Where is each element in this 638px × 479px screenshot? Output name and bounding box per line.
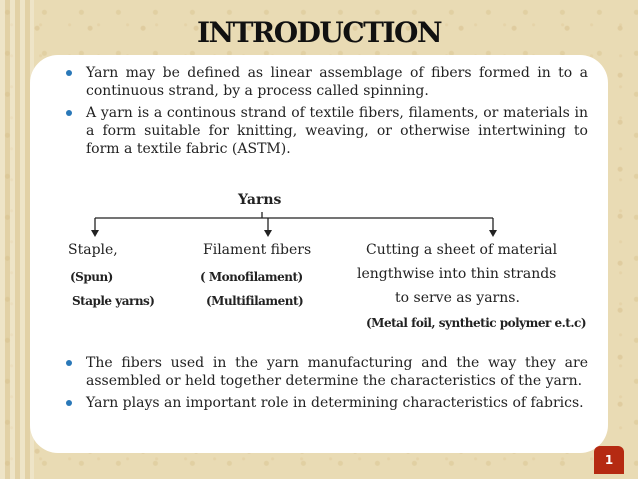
tree-root-label: Yarns — [238, 192, 282, 208]
bullet-item — [62, 64, 588, 100]
slide-title: INTRODUCTION — [196, 16, 442, 49]
bullet-item — [62, 104, 588, 158]
staple-sub-yarns: Staple yarns) — [72, 294, 155, 308]
bullet-dot-icon — [66, 400, 72, 406]
bullet-text: Yarn may be defined as linear assemblage of fibers formed in to a continuous strand, by a process called spinning. — [86, 65, 588, 99]
bottom-bullet-list — [62, 354, 588, 416]
bullet-item — [62, 394, 588, 412]
bullet-item — [62, 354, 588, 390]
left-decorative-stripe — [0, 0, 34, 479]
top-bullet-list — [62, 64, 588, 162]
filament-sub-multi: (Multifilament) — [206, 294, 304, 308]
cutting-line-3: to serve as yarns. — [395, 290, 520, 306]
filament-label: Filament fibers — [203, 242, 312, 258]
cutting-note: (Metal foil, synthetic polymer e.t.c) — [366, 316, 587, 330]
bullet-text: The fibers used in the yarn manufacturing and the way they are assembled or held together determine the characteristics of the yarn. — [86, 355, 588, 389]
page-number-badge: 1 — [594, 446, 624, 474]
staple-sub-spun: (Spun) — [70, 270, 113, 284]
bullet-text: A yarn is a continous strand of textile fibers, filaments, or materials in a form suitable for knitting, weaving, or otherwise intertwining to form a textile fabric (ASTM). — [86, 105, 588, 157]
bullet-dot-icon — [66, 70, 72, 76]
cutting-line-2: lengthwise into thin strands — [357, 266, 557, 282]
staple-label: Staple, — [68, 242, 118, 258]
cutting-line-1: Cutting a sheet of material — [366, 242, 558, 258]
bullet-dot-icon — [66, 360, 72, 366]
filament-sub-mono: ( Monofilament) — [200, 270, 303, 284]
bullet-text: Yarn plays an important role in determining characteristics of fabrics. — [86, 395, 584, 411]
bullet-dot-icon — [66, 110, 72, 116]
